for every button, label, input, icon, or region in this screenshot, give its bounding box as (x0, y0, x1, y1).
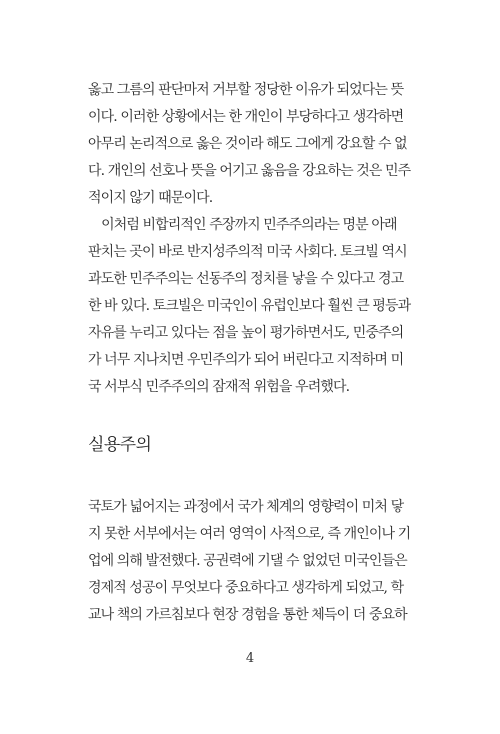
body-line: 국 서부식 민주주의의 잠재적 위험을 우려했다. (88, 379, 350, 395)
body-line: 과도한 민주주의는 선동주의 정치를 낳을 수 있다고 경고 (88, 271, 404, 287)
body-line: 한 바 있다. 토크빌은 미국인이 유럽인보다 훨씬 큰 평등과 (88, 298, 411, 314)
body-line: 이처럼 비합리적인 주장까지 민주주의라는 명분 아래 (88, 217, 397, 233)
body-line: 가 너무 지나치면 우민주의가 되어 버린다고 지적하며 미 (88, 352, 404, 368)
body-line: 적이지 않기 때문이다. (88, 190, 213, 206)
body-line: 경제적 성공이 무엇보다 중요하다고 생각하게 되었고, 학 (88, 580, 404, 596)
body-line: 판치는 곳이 바로 반지성주의적 미국 사회다. 토크빌 역시 (88, 244, 407, 260)
body-line: 지 못한 서부에서는 여러 영역이 사적으로, 즉 개인이나 기 (88, 526, 411, 542)
body-line: 다. 개인의 선호나 뜻을 어기고 옳음을 강요하는 것은 민주 (88, 163, 411, 179)
body-line: 이다. 이러한 상황에서는 한 개인이 부당하다고 생각하면 (88, 109, 404, 125)
section-heading: 실용주의 (88, 435, 152, 455)
body-line: 교나 책의 가르침보다 현장 경험을 통한 체득이 더 중요하 (88, 607, 407, 623)
body-line: 국토가 넓어지는 과정에서 국가 체계의 영향력이 미처 닿 (88, 499, 404, 515)
body-line: 자유를 누리고 있다는 점을 높이 평가하면서도, 민중주의 (88, 325, 404, 341)
page-number: 4 (245, 651, 255, 666)
body-line: 업에 의해 발전했다. 공권력에 기댈 수 없었던 미국인들은 (88, 553, 407, 569)
body-line: 아무리 논리적으로 옳은 것이라 해도 그에게 강요할 수 없 (88, 136, 407, 152)
body-line: 옳고 그름의 판단마저 거부할 정당한 이유가 되었다는 뜻 (88, 82, 404, 98)
